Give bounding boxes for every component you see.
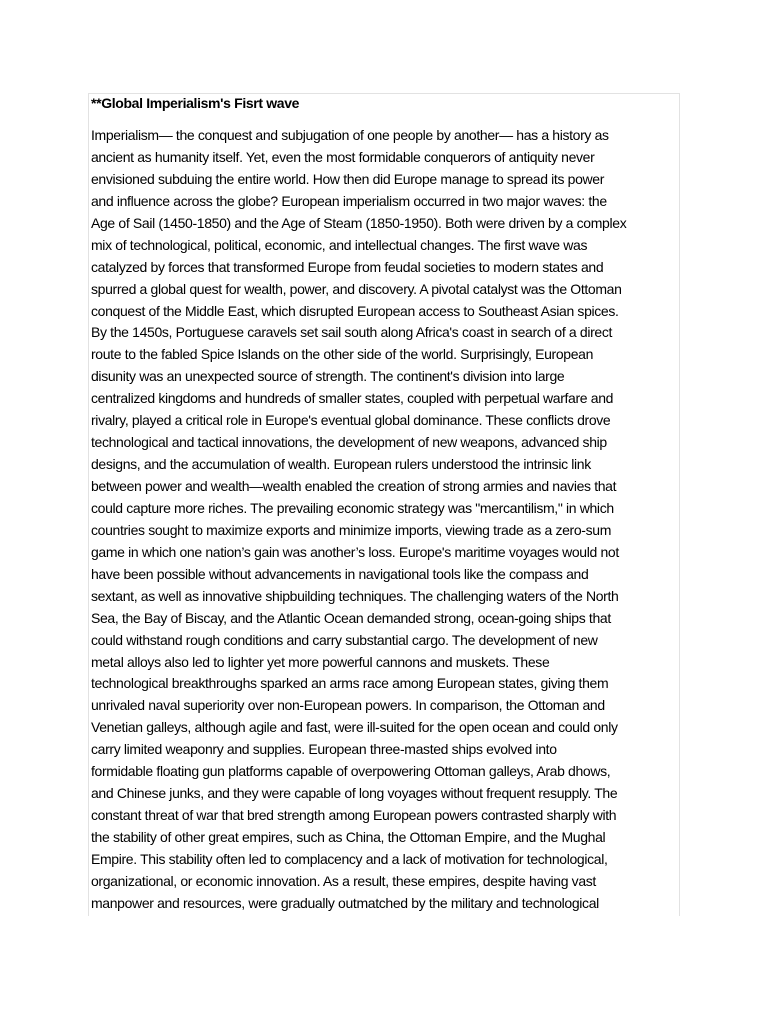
- body-text-line: Sea, the Bay of Biscay, and the Atlantic Ocean demanded strong, ocean-going ships that: [91, 609, 611, 626]
- body-text-line: disunity was an unexpected source of strength. The continent's division into large: [91, 368, 565, 385]
- body-text-line: the stability of other great empires, such as China, the Ottoman Empire, and the Mughal: [91, 829, 606, 845]
- body-text-line: centralized kingdoms and hundreds of smaller states, coupled with perpetual warfare and: [91, 390, 614, 407]
- document-body: [91, 125, 680, 915]
- body-text-line: mix of technological, political, economic, and intellectual changes. The first wave was: [91, 236, 588, 253]
- body-text-line: conquest of the Middle East, which disrupted European access to Southeast Asian spices.: [91, 302, 619, 319]
- body-text-line: designs, and the accumulation of wealth. European rulers understood the intrinsic link: [91, 456, 591, 473]
- body-text-line: game in which one nation’s gain was another’s loss. Europe's maritime voyages would not: [91, 543, 619, 560]
- document-title: **Global Imperialism's Fisrt wave: [91, 95, 300, 111]
- body-text-line: sextant, as well as innovative shipbuilding techniques. The challenging waters of the North: [91, 587, 619, 604]
- body-text-line: catalyzed by forces that transformed Europe from feudal societies to modern states and: [91, 258, 604, 275]
- body-text-line: carry limited weaponry and supplies. European three-masted ships evolved into: [91, 741, 557, 758]
- document-text-box[interactable]: [88, 93, 680, 916]
- body-text-line: could capture more riches. The prevailing economic strategy was "mercantilism," in which: [91, 499, 614, 516]
- body-text-line: formidable floating gun platforms capable of overpowering Ottoman galleys, Arab dhows,: [91, 763, 611, 780]
- body-text-line: By the 1450s, Portuguese caravels set sail south along Africa's coast in search of a direct: [91, 324, 613, 341]
- body-text-line: organizational, or economic innovation. As a result, these empires, despite having vast: [91, 872, 596, 889]
- body-text-line: Venetian galleys, although agile and fast, were ill-suited for the open ocean and could only: [91, 719, 618, 736]
- body-text-line: and Chinese junks, and they were capable of long voyages without frequent resupply. The: [91, 785, 618, 802]
- body-text-line: unrivaled naval superiority over non-European powers. In comparison, the Ottoman and: [91, 697, 605, 714]
- body-text-line: could withstand rough conditions and carry substantial cargo. The development of new: [91, 631, 598, 648]
- body-text-line: between power and wealth—wealth enabled the creation of strong armies and navies that: [91, 478, 617, 494]
- body-text-line: countries sought to maximize exports and minimize imports, viewing trade as a zero-sum: [91, 521, 612, 538]
- body-text-line: Empire. This stability often led to complacency and a lack of motivation for technological,: [91, 850, 608, 867]
- body-text-line: rivalry, played a critical role in Europe's eventual global dominance. These conflicts drove: [91, 412, 611, 429]
- body-text-line: metal alloys also led to lighter yet more powerful cannons and muskets. These: [91, 653, 550, 670]
- body-text-line: and influence across the globe? European imperialism occurred in two major waves: the: [91, 192, 607, 209]
- body-text-line: envisioned subduing the entire world. How then did Europe manage to spread its power: [91, 170, 605, 187]
- body-text-line: spurred a global quest for wealth, power, and discovery. A pivotal catalyst was the Ottoman: [91, 280, 622, 297]
- body-text-line: Imperialism— the conquest and subjugation of one people by another— has a history as: [91, 127, 609, 143]
- body-text-line: Age of Sail (1450-1850) and the Age of Steam (1850-1950). Both were driven by a complex: [91, 214, 627, 231]
- body-text-line: have been possible without advancements in navigational tools like the compass and: [91, 565, 589, 582]
- body-text-line: technological breakthroughs sparked an arms race among European states, giving them: [91, 675, 609, 692]
- body-text-line: ancient as humanity itself. Yet, even the most formidable conquerors of antiquity never: [91, 148, 595, 165]
- body-text-line: constant threat of war that bred strength among European powers contrasted sharply with: [91, 807, 617, 824]
- body-text-line: manpower and resources, were gradually outmatched by the military and technological: [91, 894, 599, 911]
- body-text-line: route to the fabled Spice Islands on the other side of the world. Surprisingly, European: [91, 346, 594, 363]
- body-text-line: technological and tactical innovations, the development of new weapons, advanced ship: [91, 434, 607, 451]
